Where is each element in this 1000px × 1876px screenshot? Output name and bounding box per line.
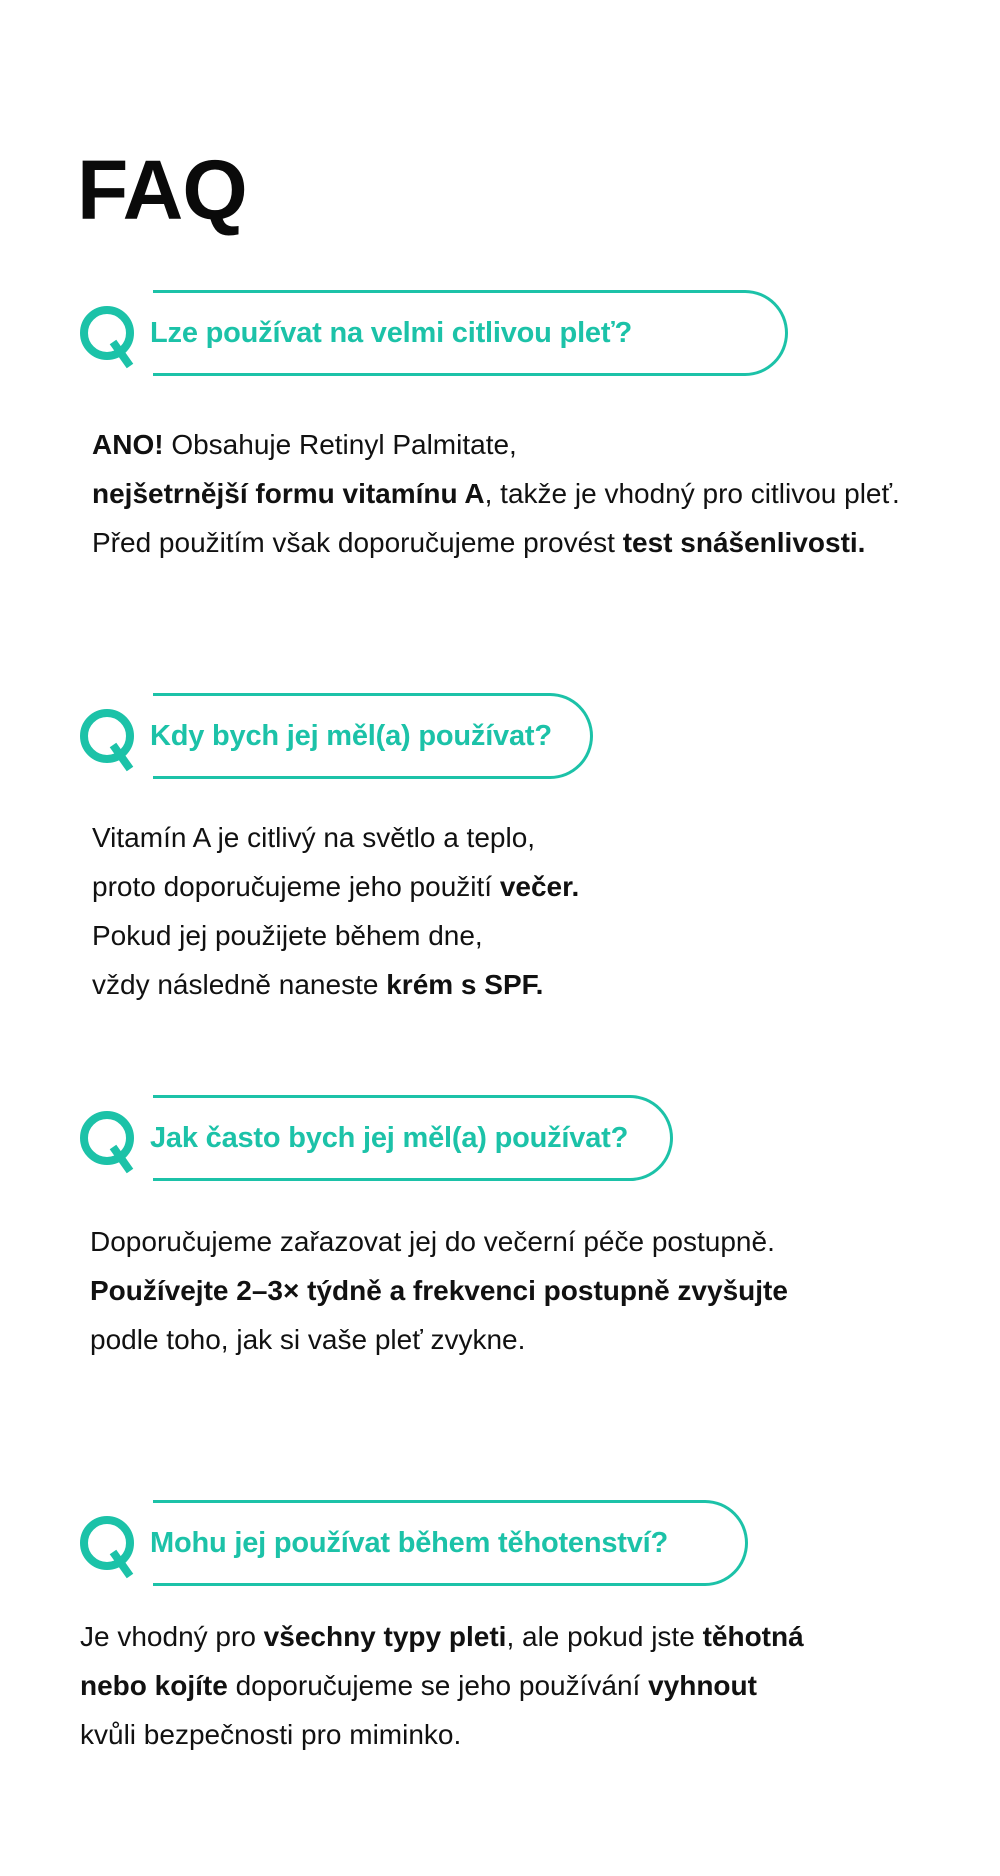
question-text: Lze používat na velmi citlivou pleť? (150, 317, 633, 349)
question-text: Kdy bych jej měl(a) používat? (150, 720, 552, 752)
faq-answer (92, 420, 900, 567)
question-text: Jak často bych jej měl(a) používat? (150, 1122, 629, 1154)
answer-bold: nejšetrnější formu vitamínu A (92, 478, 485, 509)
faq-answer (90, 1217, 788, 1364)
q-letter-icon (78, 1109, 140, 1175)
faq-answer (80, 1612, 804, 1759)
answer-text: doporučujeme se jeho používání (227, 1670, 649, 1701)
answer-text: Před použitím však doporučujeme provést (92, 527, 623, 558)
question-text: Mohu jej používat během těhotenství? (150, 1527, 669, 1559)
answer-text: vždy následně naneste (92, 969, 387, 1000)
answer-bold: všechny typy pleti (263, 1621, 507, 1652)
q-letter-icon (78, 707, 140, 773)
answer-text: proto doporučujeme jeho použití (92, 871, 500, 902)
answer-text: podle toho, jak si vaše pleť zvykne. (90, 1324, 526, 1355)
answer-text: Obsahuje Retinyl Palmitate, (163, 429, 517, 460)
answer-text: Doporučujeme zařazovat jej do večerní péče postupně. (90, 1226, 775, 1257)
answer-bold: Používejte 2–3× týdně a frekvenci postupně zvyšujte (90, 1275, 788, 1306)
answer-text: kvůli bezpečnosti pro miminko. (80, 1719, 462, 1750)
q-letter-icon (78, 1514, 140, 1580)
q-letter-icon (78, 304, 140, 370)
answer-bold: nebo kojíte (80, 1670, 228, 1701)
answer-text: , takže je vhodný pro citlivou pleť. (484, 478, 900, 509)
answer-bold: vyhnout (648, 1670, 757, 1701)
faq-answer (92, 813, 579, 1009)
answer-bold: večer. (499, 871, 580, 902)
answer-bold: krém s SPF. (386, 969, 544, 1000)
answer-text: Je vhodný pro (80, 1621, 264, 1652)
answer-text: , ale pokud jste (506, 1621, 703, 1652)
answer-bold: těhotná (702, 1621, 804, 1652)
answer-text: Pokud jej použijete během dne, (92, 920, 483, 951)
answer-bold: test snášenlivosti. (622, 527, 866, 558)
answer-text: Vitamín A je citlivý na světlo a teplo, (92, 822, 536, 853)
answer-bold: ANO! (92, 429, 164, 460)
page-title: FAQ (77, 143, 247, 237)
